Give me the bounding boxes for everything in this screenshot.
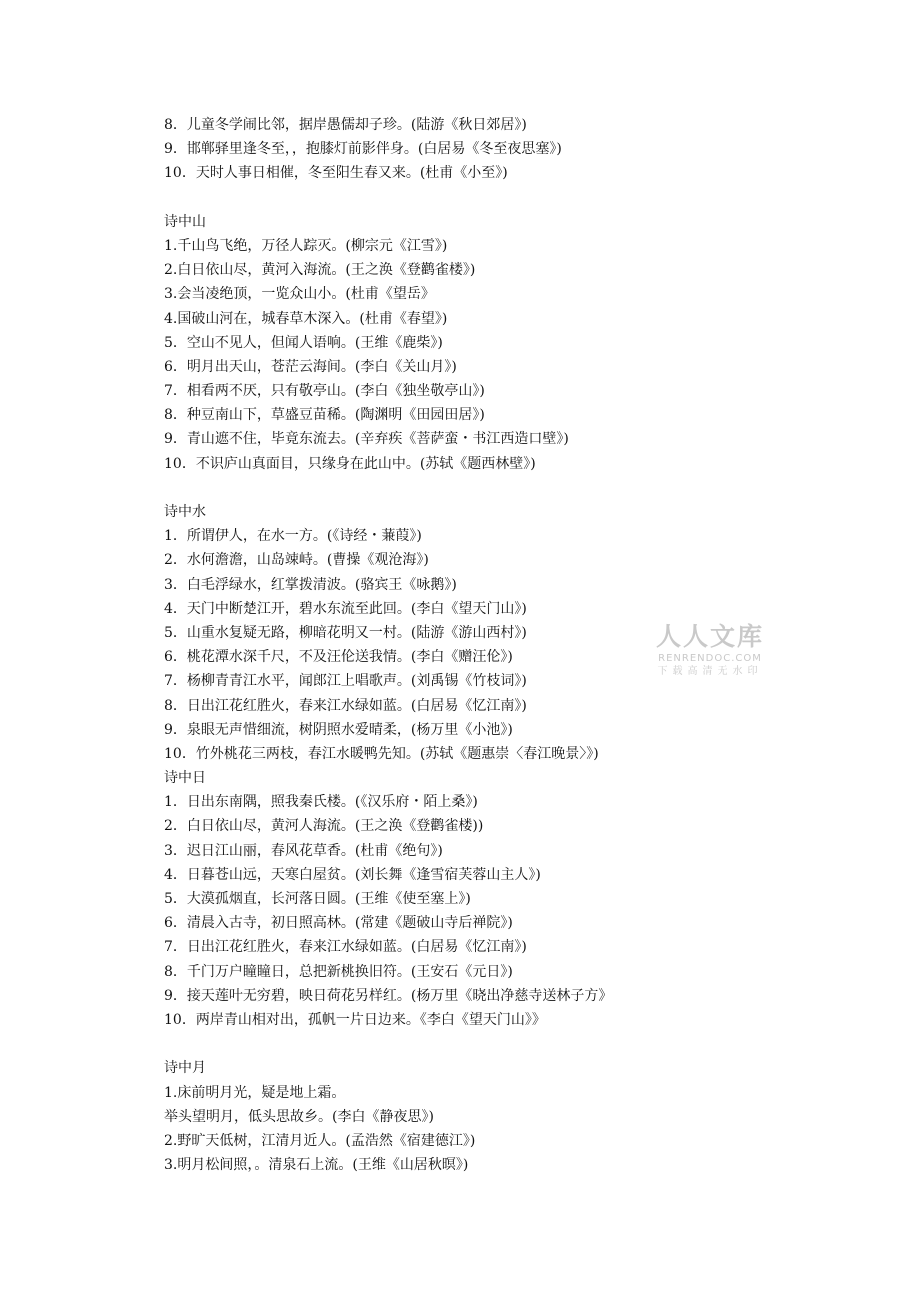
list-item: 2.野旷天低树，江清月近人。(孟浩然《宿建德江》) [164, 1132, 476, 1149]
list-item: 10．不识庐山真面目，只缘身在此山中。(苏轼《题西林壁》) [164, 455, 536, 472]
section-heading: 诗中水 [164, 504, 206, 520]
list-item: 3.会当凌绝顶，一览众山小。(杜甫《望岳》 [164, 286, 435, 303]
top-list [164, 113, 864, 186]
list-item: 1.床前明月光，疑是地上霜。 [164, 1084, 346, 1101]
list-item: 3．迟日江山丽，春风花草香。(杜甫《绝句》) [164, 842, 443, 859]
section-heading: 诗中山 [164, 213, 206, 230]
section-moon [164, 1056, 864, 1177]
list-item: 4．日暮苍山远，天寒白屋贫。(刘长舞《逢雪宿芙蓉山主人》) [164, 866, 541, 883]
list-item: 10．竹外桃花三两枝，春江水暖鸭先知。(苏轼《题惠崇〈春江晚景〉》) [164, 745, 599, 762]
list-item: 10．天时人事日相催，冬至阳生春又来。(杜甫《小至》) [164, 165, 508, 182]
list-item: 9．接天莲叶无穷碧，映日荷花另样红。(杨万里《晓出净慈寺送林子方》 [164, 987, 613, 1004]
list-item: 6．明月出天山，苍茫云海间。(李白《关山月》) [164, 358, 457, 375]
list-item: 7．日出江花红胜火，春来江水绿如蓝。(白居易《忆江南》) [164, 939, 527, 956]
spacer [164, 1032, 864, 1056]
spacer [164, 186, 864, 210]
list-item: 3.明月松间照，。清泉石上流。(王维《山居秋暝》) [164, 1157, 469, 1174]
list-item: 1．日出东南隅，照我秦氏楼。(《汉乐府・陌上桑》) [164, 794, 478, 811]
section-sun [164, 766, 864, 1032]
list-item: 2．白日依山尽，黄河人海流。(王之涣《登鹳雀楼)) [164, 818, 484, 835]
list-item: 8．千门万户瞳瞳日，总把新桃换旧符。(王安石《元日》) [164, 963, 513, 980]
list-item: 4.国破山河在，城春草木深入。(杜甫《春望》) [164, 310, 448, 327]
list-item: 4．天门中断楚江开，碧水东流至此回。(李白《望天门山》) [164, 600, 527, 617]
list-item: 5．大漠孤烟直，长河落日圆。(王维《使至塞上》) [164, 891, 471, 907]
list-item: 5．山重水复疑无路，柳暗花明又一村。(陆游《游山西村》) [164, 624, 527, 641]
section-heading: 诗中月 [164, 1060, 206, 1077]
section-mountain [164, 210, 864, 476]
list-item: 举头望明月，低头思故乡。(李白《静夜思》) [164, 1108, 434, 1125]
list-item: 9．泉眼无声惜细流，树阴照水爱晴柔，(杨万里《小池》) [164, 721, 513, 738]
list-item: 7．杨柳青青江水平，闻郎江上唱歌声。(刘禹锡《竹枝词》) [164, 673, 527, 690]
list-item: 2.白日依山尽，黄河入海流。(王之涣《登鹳雀楼》) [164, 262, 476, 279]
list-item: 8．日出江花红胜火，春来江水绿如蓝。(白居易《忆江南》) [164, 697, 527, 714]
list-item: 6．桃花潭水深千尺，不及汪伦送我情。(李白《赠汪伦》) [164, 649, 513, 666]
list-item: 6．清晨入古寺，初日照高林。(常建《题破山寺后禅院》) [164, 915, 513, 932]
list-item: 9．邯郸驿里逢冬至，，抱膝灯前影伴身。(白居易《冬至夜思塞》) [164, 141, 562, 158]
list-item: 7．相看两不厌，只有敬亭山。(李白《独坐敬亭山》) [164, 383, 485, 400]
list-item: 8．种豆南山下，草盛豆苗稀。(陶渊明《田园田居》) [164, 407, 485, 424]
list-item: 5．空山不见人，但闻人语响。(王维《鹿柴》) [164, 334, 443, 351]
list-item: 9．青山遮不住，毕竟东流去。(辛弃疾《菩萨蛮・书江西造口壁》) [164, 431, 569, 448]
list-item: 1.千山鸟飞绝，万径人踪灭。(柳宗元《江雪》) [164, 237, 448, 254]
watermark-logo [648, 622, 772, 678]
spacer [164, 476, 864, 500]
list-item: 2．水何澹澹，山岛竦峙。(曹操《观沧海》) [164, 552, 429, 569]
watermark-url: RENRENDOC.COM [658, 653, 762, 664]
watermark-title: 人人文库 [655, 622, 764, 651]
list-item: 3．白毛浮绿水，红掌拨清波。(骆宾王《咏鹅》) [164, 576, 457, 593]
watermark-subtitle: 下载高清无水印 [657, 666, 763, 677]
list-item: 1．所谓伊人，在水一方。(《诗经・蒹葭》) [164, 528, 422, 545]
section-heading: 诗中日 [164, 770, 206, 787]
list-item: 10．两岸青山相对出，孤帆一片日边来。《李白《望天门山》》 [164, 1011, 546, 1028]
list-item: 8．儿童冬学闹比邻，据岸愚儒却子珍。(陆游《秋日郊居》) [164, 117, 527, 133]
